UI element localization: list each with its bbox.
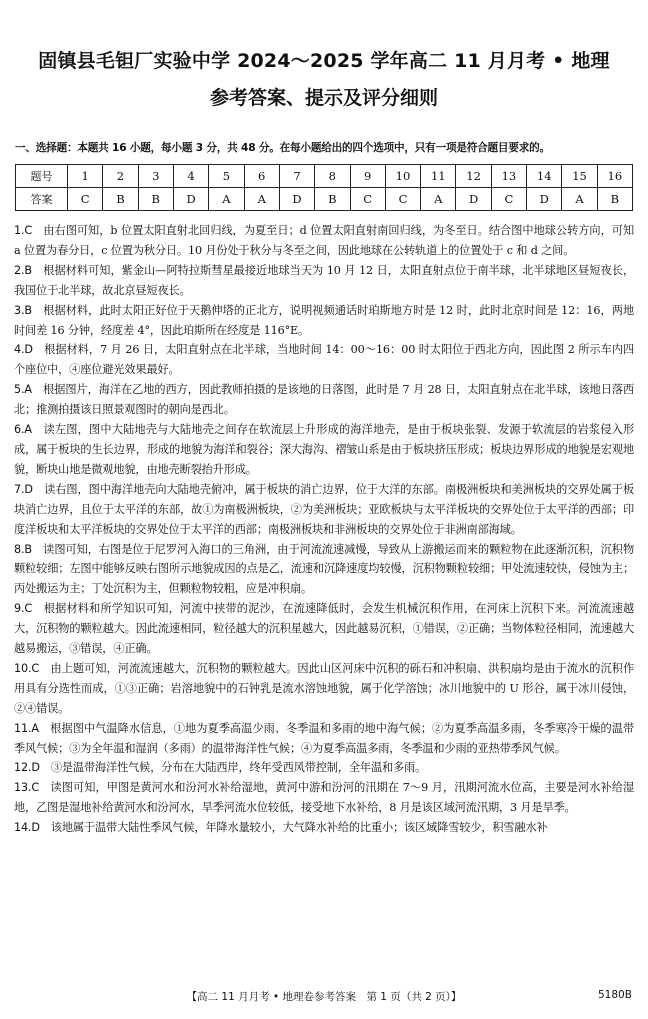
answer-cell: A — [209, 188, 244, 211]
explanation-item — [14, 480, 634, 540]
explanation-item — [14, 719, 634, 759]
explanation-text: 根据图片，海洋在乙地的西方，因此教师拍摄的是该地的日落图，此时是 7 月 28 日，太阳直射点在北半球，该地日落西北；推测拍摄该日照景观图时的朝向是西北。 — [14, 383, 634, 417]
answer-cell: C — [68, 188, 103, 211]
explanation-text: 根据图中气温降水信息，①地为夏季高温少雨、冬季温和多雨的地中海气候；②为夏季高温多雨，冬季寒冷干燥的温带季风气候；③为全年温和湿润（多雨）的温带海洋性气候；④为夏季高温多雨，冬季温和少雨的亚热带季风气候。 — [14, 721, 634, 755]
explanation-number: 13.C — [14, 781, 40, 795]
page-footer: 【高二 11 月月考 • 地理卷参考答案 第 1 页（共 2 页）】 — [186, 991, 462, 1003]
explanation-item — [14, 778, 634, 818]
question-number-cell: 1 — [68, 165, 103, 188]
explanation-item — [14, 380, 634, 420]
answer-cell: D — [456, 188, 491, 211]
exam-title: 固镇县毛钽厂实验中学 2024～2025 学年高二 11 月月考 • 地理 — [38, 50, 610, 72]
explanation-item — [14, 340, 634, 380]
answer-cell: B — [315, 188, 350, 211]
question-number-cell: 13 — [491, 165, 526, 188]
explanation-item — [14, 221, 634, 261]
document-subtitle: 参考答案、提示及评分细则 — [209, 87, 438, 109]
explanation-number: 5.A — [14, 383, 32, 397]
explanation-number: 14.D — [14, 821, 40, 835]
explanation-number: 2.B — [14, 263, 32, 277]
explanation-item — [14, 758, 634, 778]
question-number-cell: 4 — [173, 165, 208, 188]
explanation-text: 根据材料，此时太阳正好位于天鹅伸塔的正北方，说明视频通话时珀斯地方时是 12 时，此时北京时间是 12：16，两地时间差 16 分钟，经度差 4°，因此珀斯所在经度是 116°E。 — [14, 303, 634, 337]
question-number-cell: 15 — [562, 165, 597, 188]
explanation-text: 由上题可知，河流流速越大，沉积物的颗粒越大。因此山区河床中沉积的砾石和冲积扇、洪积扇均是由于流水的沉积作用具有分选性而成，①③正确；岩溶地貌中的石钟乳是流水溶蚀地貌，属于化学溶蚀；冰川地貌中的 U 形谷，属于冰川侵蚀，②④错误。 — [14, 661, 634, 715]
explanation-text: 读右图，图中海洋地壳向大陆地壳俯冲，属于板块的消亡边界，位于大洋的东部。南极洲板块和美洲板块的交界处属于板块消亡边界，且位于太平洋的东部，故①为南极洲板块，②为美洲板块；亚欧板块与太平洋板块的交界处位于太平洋的西部；印度洋板块和太平洋板块的交界处位于太平洋的西部；南极洲板块和非洲板块的交界处位于非洲南部海域。 — [14, 482, 634, 536]
explanation-number: 7.D — [14, 482, 33, 496]
question-number-cell: 2 — [103, 165, 138, 188]
answer-cell: A — [244, 188, 279, 211]
explanation-list — [14, 221, 634, 838]
question-number-cell: 11 — [421, 165, 456, 188]
explanation-text: 根据材料，7 月 26 日，太阳直射点在北半球，当地时间 14：00～16：00 时太阳位于西北方向，因此图 2 所示车内四个座位中，④座位避光效果最好。 — [14, 343, 634, 377]
explanation-text: 读图可知，右图是位于尼罗河入海口的三角洲，由于河流流速减慢，导致从上游搬运而来的颗粒物在此逐渐沉积，沉积物颗粒较细；左图中能够反映右图所示地貌成因的点是乙，流速和沉降速度均较慢，沉积物颗粒较细；甲处流速较快，侵蚀为主；丙处搬运为主；丁处沉积为主，但颗粒物较粗，应是冲积扇。 — [14, 542, 634, 596]
question-number-cell: 16 — [597, 165, 632, 188]
explanation-number: 11.A — [14, 721, 39, 735]
explanation-text: 读图可知，甲图是黄河水和汾河水补给湿地，黄河中游和汾河的汛期在 7～9 月，汛期河流水位高，主要是河水补给湿地，乙图是湿地补给黄河水和汾河水，旱季河流水位较低，接受地下水补给，8 月是该区域河流汛期，3 月是旱季。 — [14, 781, 634, 815]
explanation-item — [14, 818, 634, 838]
row-label-answer: 答案 — [16, 188, 68, 211]
explanation-number: 12.D — [14, 761, 40, 775]
answer-cell: A — [421, 188, 456, 211]
explanation-text: 读左图，图中大陆地壳与大陆地壳之间存在软流层上升形成的海洋地壳，是由于板块张裂、发源于软流层的岩浆侵入形成，属于板块的生长边界，形成的地貌为海洋和裂谷；深大海沟、褶皱山系是由于板块挤压形成；板块边界形成的地貌是宏观地貌，断块山地是微观地貌，由地壳断裂抬升形成。 — [14, 423, 634, 476]
question-number-cell: 10 — [385, 165, 420, 188]
question-number-cell: 12 — [456, 165, 491, 188]
explanation-item — [14, 540, 634, 600]
explanation-text: 根据材料可知，紫金山—阿特拉斯彗星最接近地球当天为 10 月 12 日，太阳直射点位于南半球，北半球地区昼短夜长，我国位于北半球，故北京昼短夜长。 — [14, 263, 634, 297]
answer-cell: B — [597, 188, 632, 211]
answer-cell: A — [562, 188, 597, 211]
question-number-cell: 9 — [350, 165, 385, 188]
explanation-text: ③是温带海洋性气候，分布在大陆西岸，终年受西风带控制，全年温和多雨。 — [50, 761, 427, 775]
section-heading: 一、选择题：本题共 16 小题，每小题 3 分，共 48 分。在每小题给出的四个选项中，只有一项是符合题目要求的。 — [15, 142, 550, 154]
answer-cell: D — [279, 188, 314, 211]
explanation-item — [14, 261, 634, 301]
question-number-cell: 8 — [315, 165, 350, 188]
question-number-cell: 5 — [209, 165, 244, 188]
answer-table — [15, 164, 633, 211]
explanation-text: 由右图可知，b 位置太阳直射北回归线，为夏至日；d 位置太阳直射南回归线，为冬至日。结合图中地球公转方向，可知 a 位置为春分日，c 位置为秋分日。10 月份处于秋分与冬至之间，因此地球在公转轨道上的位置处于 c 和 d 之间。 — [14, 224, 634, 257]
explanation-number: 3.B — [14, 303, 32, 317]
answer-cell: B — [138, 188, 173, 211]
explanation-text: 根据材料和所学知识可知，河流中挟带的泥沙，在流速降低时，会发生机械沉积作用，在河床上沉积下来。河流流速越大，沉积物的颗粒越大。因此流速相同，粒径越大的沉积星越大，因此越易沉积，①错误，②正确；当物体粒径相同，流速越大越易搬运，③错误，④正确。 — [14, 602, 634, 656]
row-label-question: 题号 — [16, 165, 68, 188]
question-number-cell: 7 — [279, 165, 314, 188]
question-number-cell: 3 — [138, 165, 173, 188]
explanation-item — [14, 599, 634, 659]
explanation-number: 8.B — [14, 542, 32, 556]
explanation-number: 1.C — [14, 224, 33, 237]
paper-code: 5180B — [598, 989, 632, 1001]
answer-cell: C — [350, 188, 385, 211]
answer-cell: C — [491, 188, 526, 211]
answer-cell: B — [103, 188, 138, 211]
explanation-number: 9.C — [14, 602, 33, 616]
explanation-item — [14, 301, 634, 341]
explanation-number: 6.A — [14, 423, 32, 437]
explanation-item — [14, 420, 634, 480]
answer-row — [16, 188, 633, 211]
question-number-cell: 14 — [527, 165, 562, 188]
explanation-number: 10.C — [14, 661, 40, 675]
explanation-text: 该地属于温带大陆性季风气候，年降水量较小，大气降水补给的比重小；该区域降雪较少，积雪融水补 — [50, 821, 548, 835]
answer-cell: D — [173, 188, 208, 211]
question-number-cell: 6 — [244, 165, 279, 188]
answer-cell: D — [527, 188, 562, 211]
question-number-row — [16, 165, 633, 188]
answer-cell: C — [385, 188, 420, 211]
explanation-number: 4.D — [14, 343, 33, 357]
explanation-item — [14, 659, 634, 719]
